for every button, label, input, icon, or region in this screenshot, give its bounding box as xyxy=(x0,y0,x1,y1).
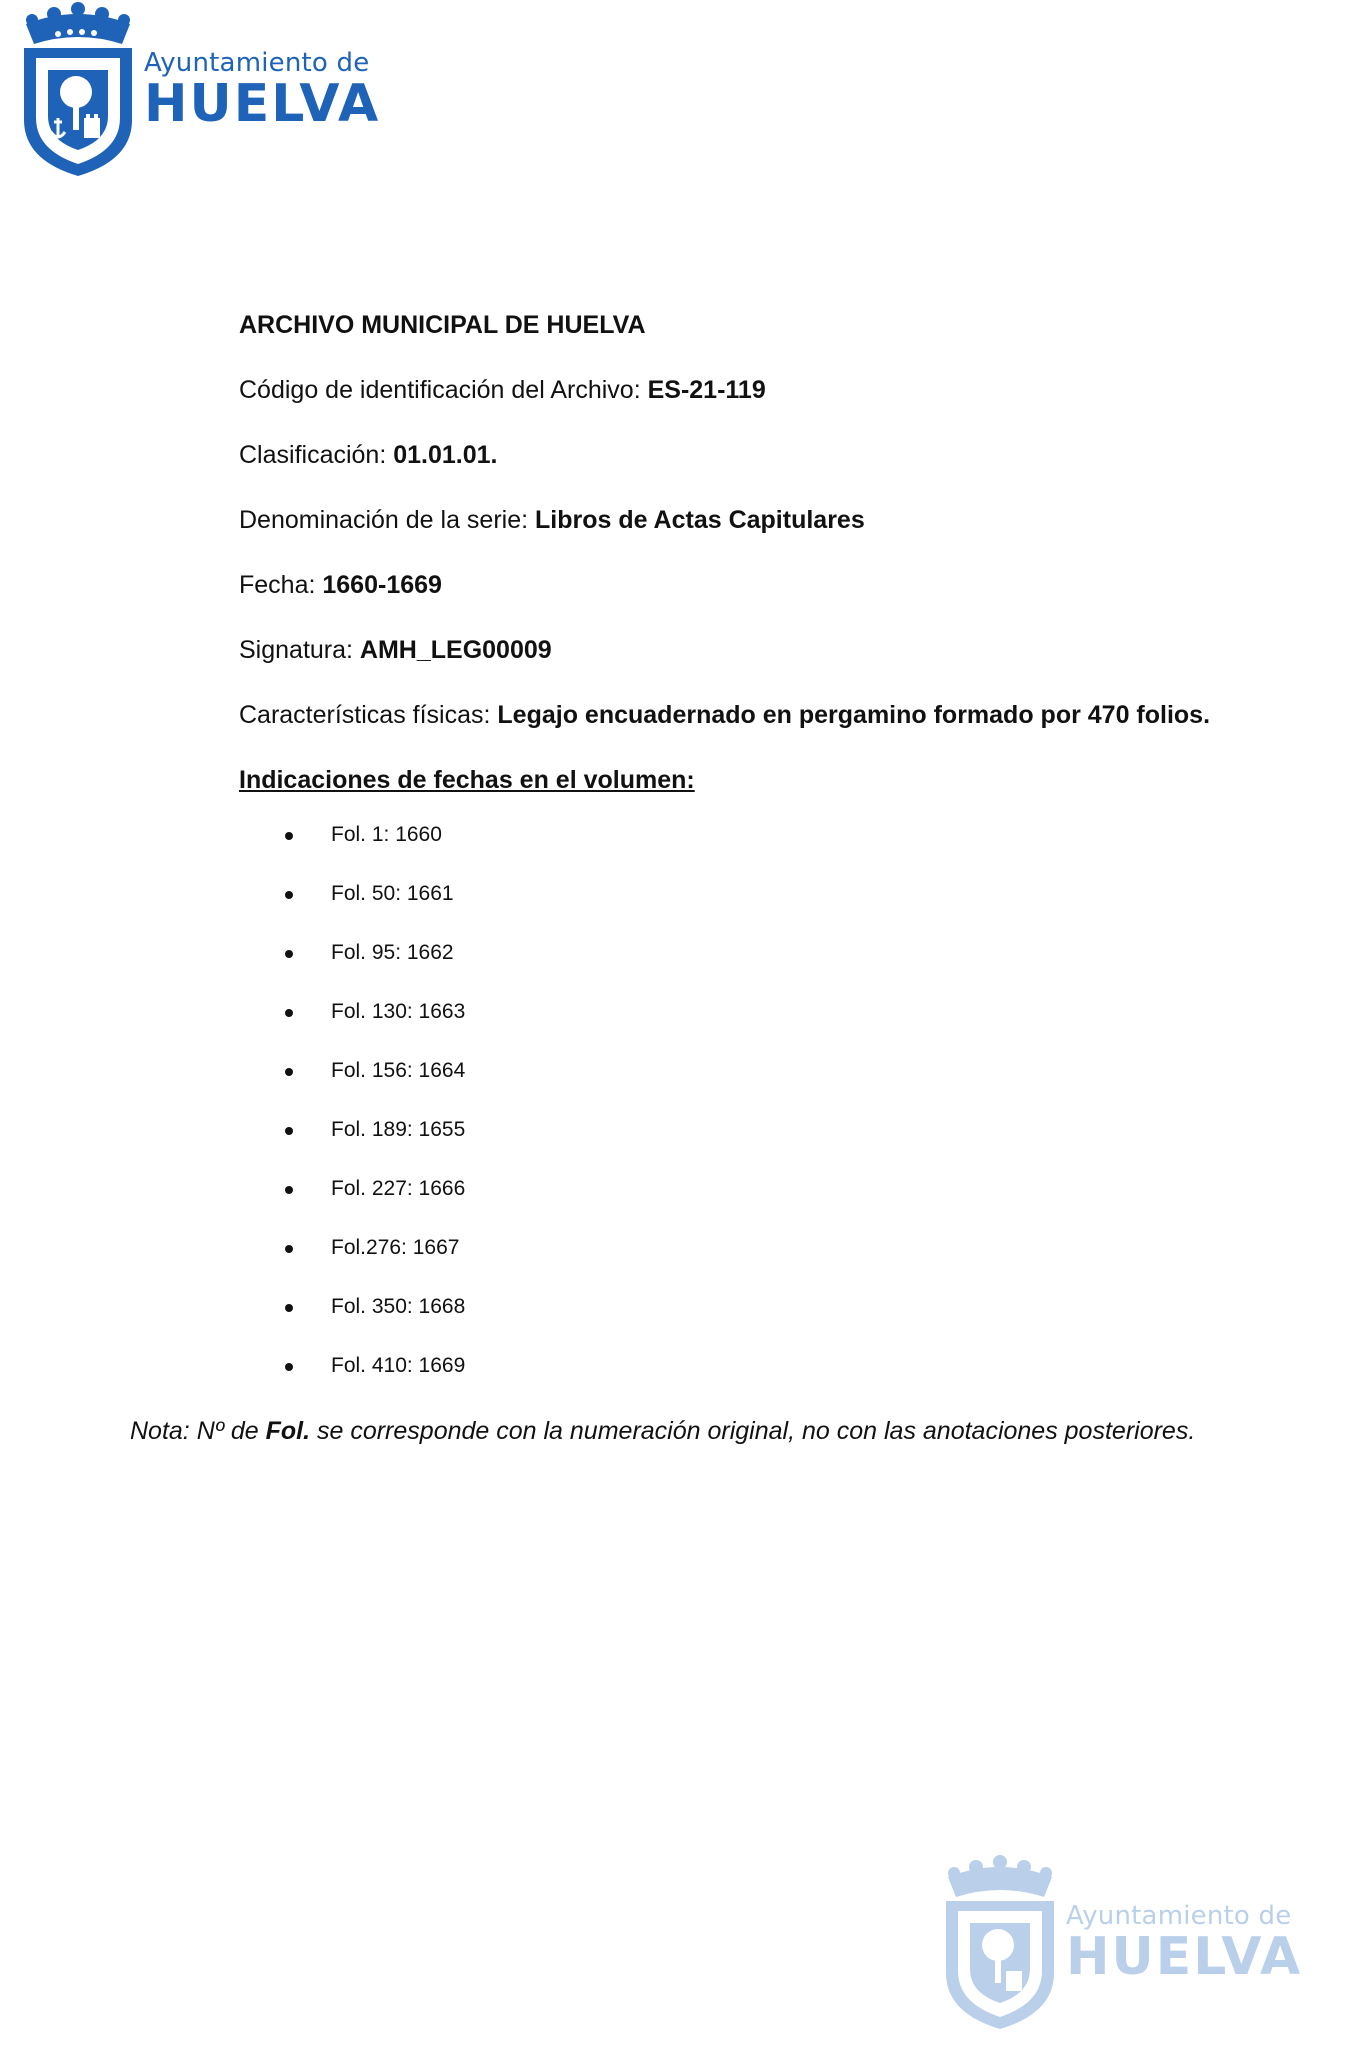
watermark-line-1: Ayuntamiento de xyxy=(1066,1901,1292,1931)
list-item: Fol. 410: 1669 xyxy=(239,1349,1259,1408)
list-item: Fol. 189: 1655 xyxy=(239,1113,1259,1172)
field-caracteristicas xyxy=(239,695,1259,760)
field-value: Legajo encuadernado en pergamino formado por 470 folios. xyxy=(497,701,1211,729)
field-value: AMH_LEG00009 xyxy=(359,636,552,664)
field-label: Signatura: xyxy=(239,636,360,664)
section-heading xyxy=(239,760,1259,818)
field-label: Denominación de la serie: xyxy=(239,506,535,534)
list-item: Fol. 350: 1668 xyxy=(239,1290,1259,1349)
list-item: Fol. 95: 1662 xyxy=(239,936,1259,995)
field-label: Clasificación: xyxy=(239,441,394,469)
note-prefix: Nota: Nº de xyxy=(130,1417,266,1445)
logo-line-1: Ayuntamiento de xyxy=(144,48,370,78)
header-logo xyxy=(18,0,380,180)
logo-line-2: HUELVA xyxy=(144,74,381,134)
field-value: 01.01.01. xyxy=(393,441,498,469)
field-fecha xyxy=(239,565,1259,630)
field-clasificacion xyxy=(239,435,1259,500)
field-label: Código de identificación del Archivo: xyxy=(239,376,648,404)
note-bold: Fol. xyxy=(265,1417,311,1445)
archive-title xyxy=(239,305,1259,370)
list-item: Fol. 50: 1661 xyxy=(239,877,1259,936)
archive-record xyxy=(239,305,1259,1408)
archive-title-text: ARCHIVO MUNICIPAL DE HUELVA xyxy=(239,311,646,339)
watermark-line-2: HUELVA xyxy=(1066,1927,1303,1987)
field-value: Libros de Actas Capitulares xyxy=(535,506,865,534)
folio-list xyxy=(239,818,1259,1408)
list-item: Fol. 156: 1664 xyxy=(239,1054,1259,1113)
list-item: Fol. 1: 1660 xyxy=(239,818,1259,877)
list-item: Fol. 227: 1666 xyxy=(239,1172,1259,1231)
note-suffix: se corresponde con la numeración original, no con las anotaciones posteriores. xyxy=(310,1417,1196,1445)
section-heading-text: Indicaciones de fechas en el volumen: xyxy=(239,766,695,794)
field-value: 1660-1669 xyxy=(322,571,442,599)
field-label: Características físicas: xyxy=(239,701,498,729)
list-item: Fol.276: 1667 xyxy=(239,1231,1259,1290)
field-denominacion xyxy=(239,500,1259,565)
field-label: Fecha: xyxy=(239,571,323,599)
field-value: ES-21-119 xyxy=(647,376,766,404)
coat-of-arms-icon xyxy=(940,1848,1060,2038)
watermark-logo xyxy=(940,1848,1302,2038)
field-signatura xyxy=(239,630,1259,695)
field-codigo xyxy=(239,370,1259,435)
footnote xyxy=(130,1417,1195,1446)
coat-of-arms-icon xyxy=(18,0,138,180)
list-item: Fol. 130: 1663 xyxy=(239,995,1259,1054)
